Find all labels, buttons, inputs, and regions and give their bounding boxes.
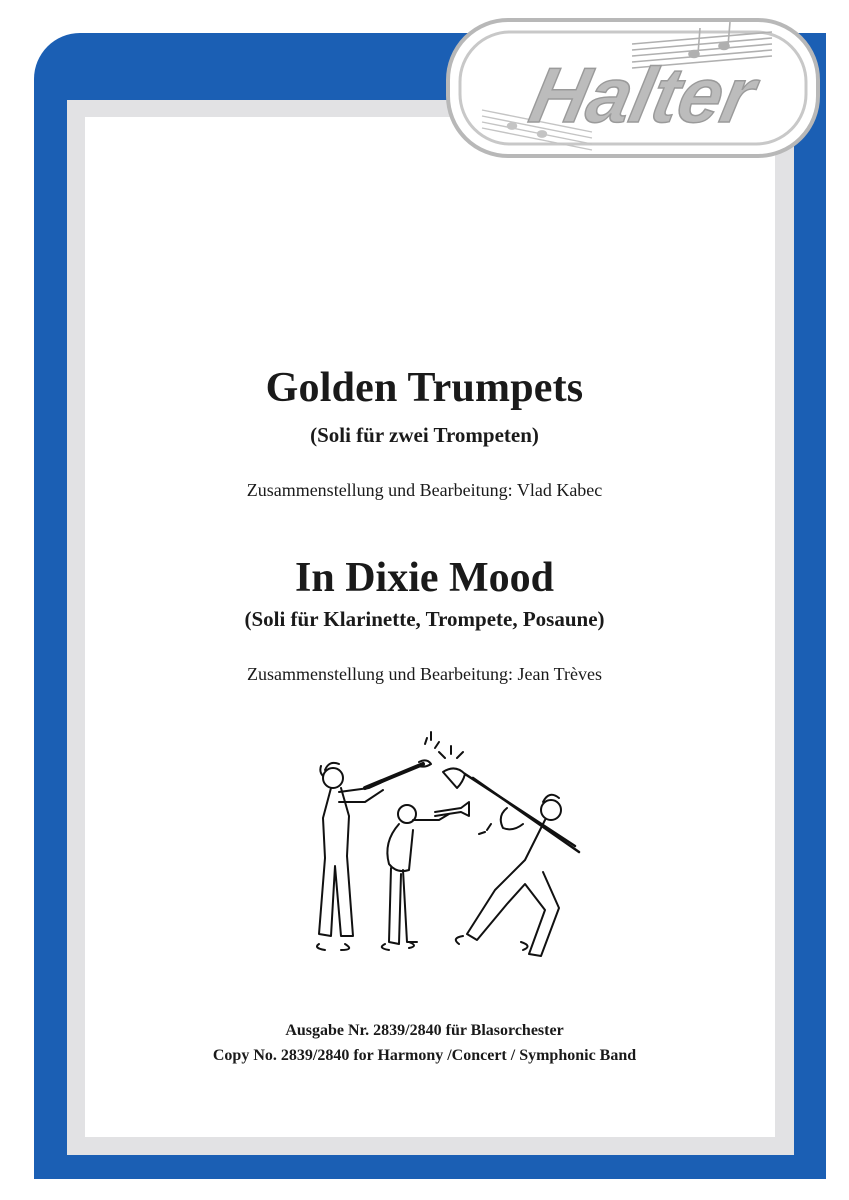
halter-logo: [442, 14, 826, 164]
piece-2-title: In Dixie Mood: [294, 555, 554, 601]
piece-1-title: Golden Trumpets: [265, 365, 584, 411]
edition-line-german: Ausgabe Nr. 2839/2840 für Blasorchester: [285, 1022, 564, 1039]
dixie-band-illustration: [295, 728, 595, 968]
logo-wordmark: Halter: [522, 51, 763, 139]
piece-1-subtitle: (Soli für zwei Trompeten): [310, 423, 539, 447]
trumpet-player-figure: [382, 802, 469, 950]
piece-2-credit: Zusammenstellung und Bearbeitung: Jean Trèves: [247, 664, 602, 684]
piece-2-subtitle: (Soli für Klarinette, Trompete, Posaune): [244, 607, 605, 631]
trombone-player-figure: [439, 746, 579, 956]
piece-1-credit: Zusammenstellung und Bearbeitung: Vlad Kabec: [246, 480, 603, 500]
clarinet-player-figure: [317, 732, 439, 950]
edition-line-english: Copy No. 2839/2840 for Harmony /Concert / Symphonic Band: [212, 1047, 637, 1064]
